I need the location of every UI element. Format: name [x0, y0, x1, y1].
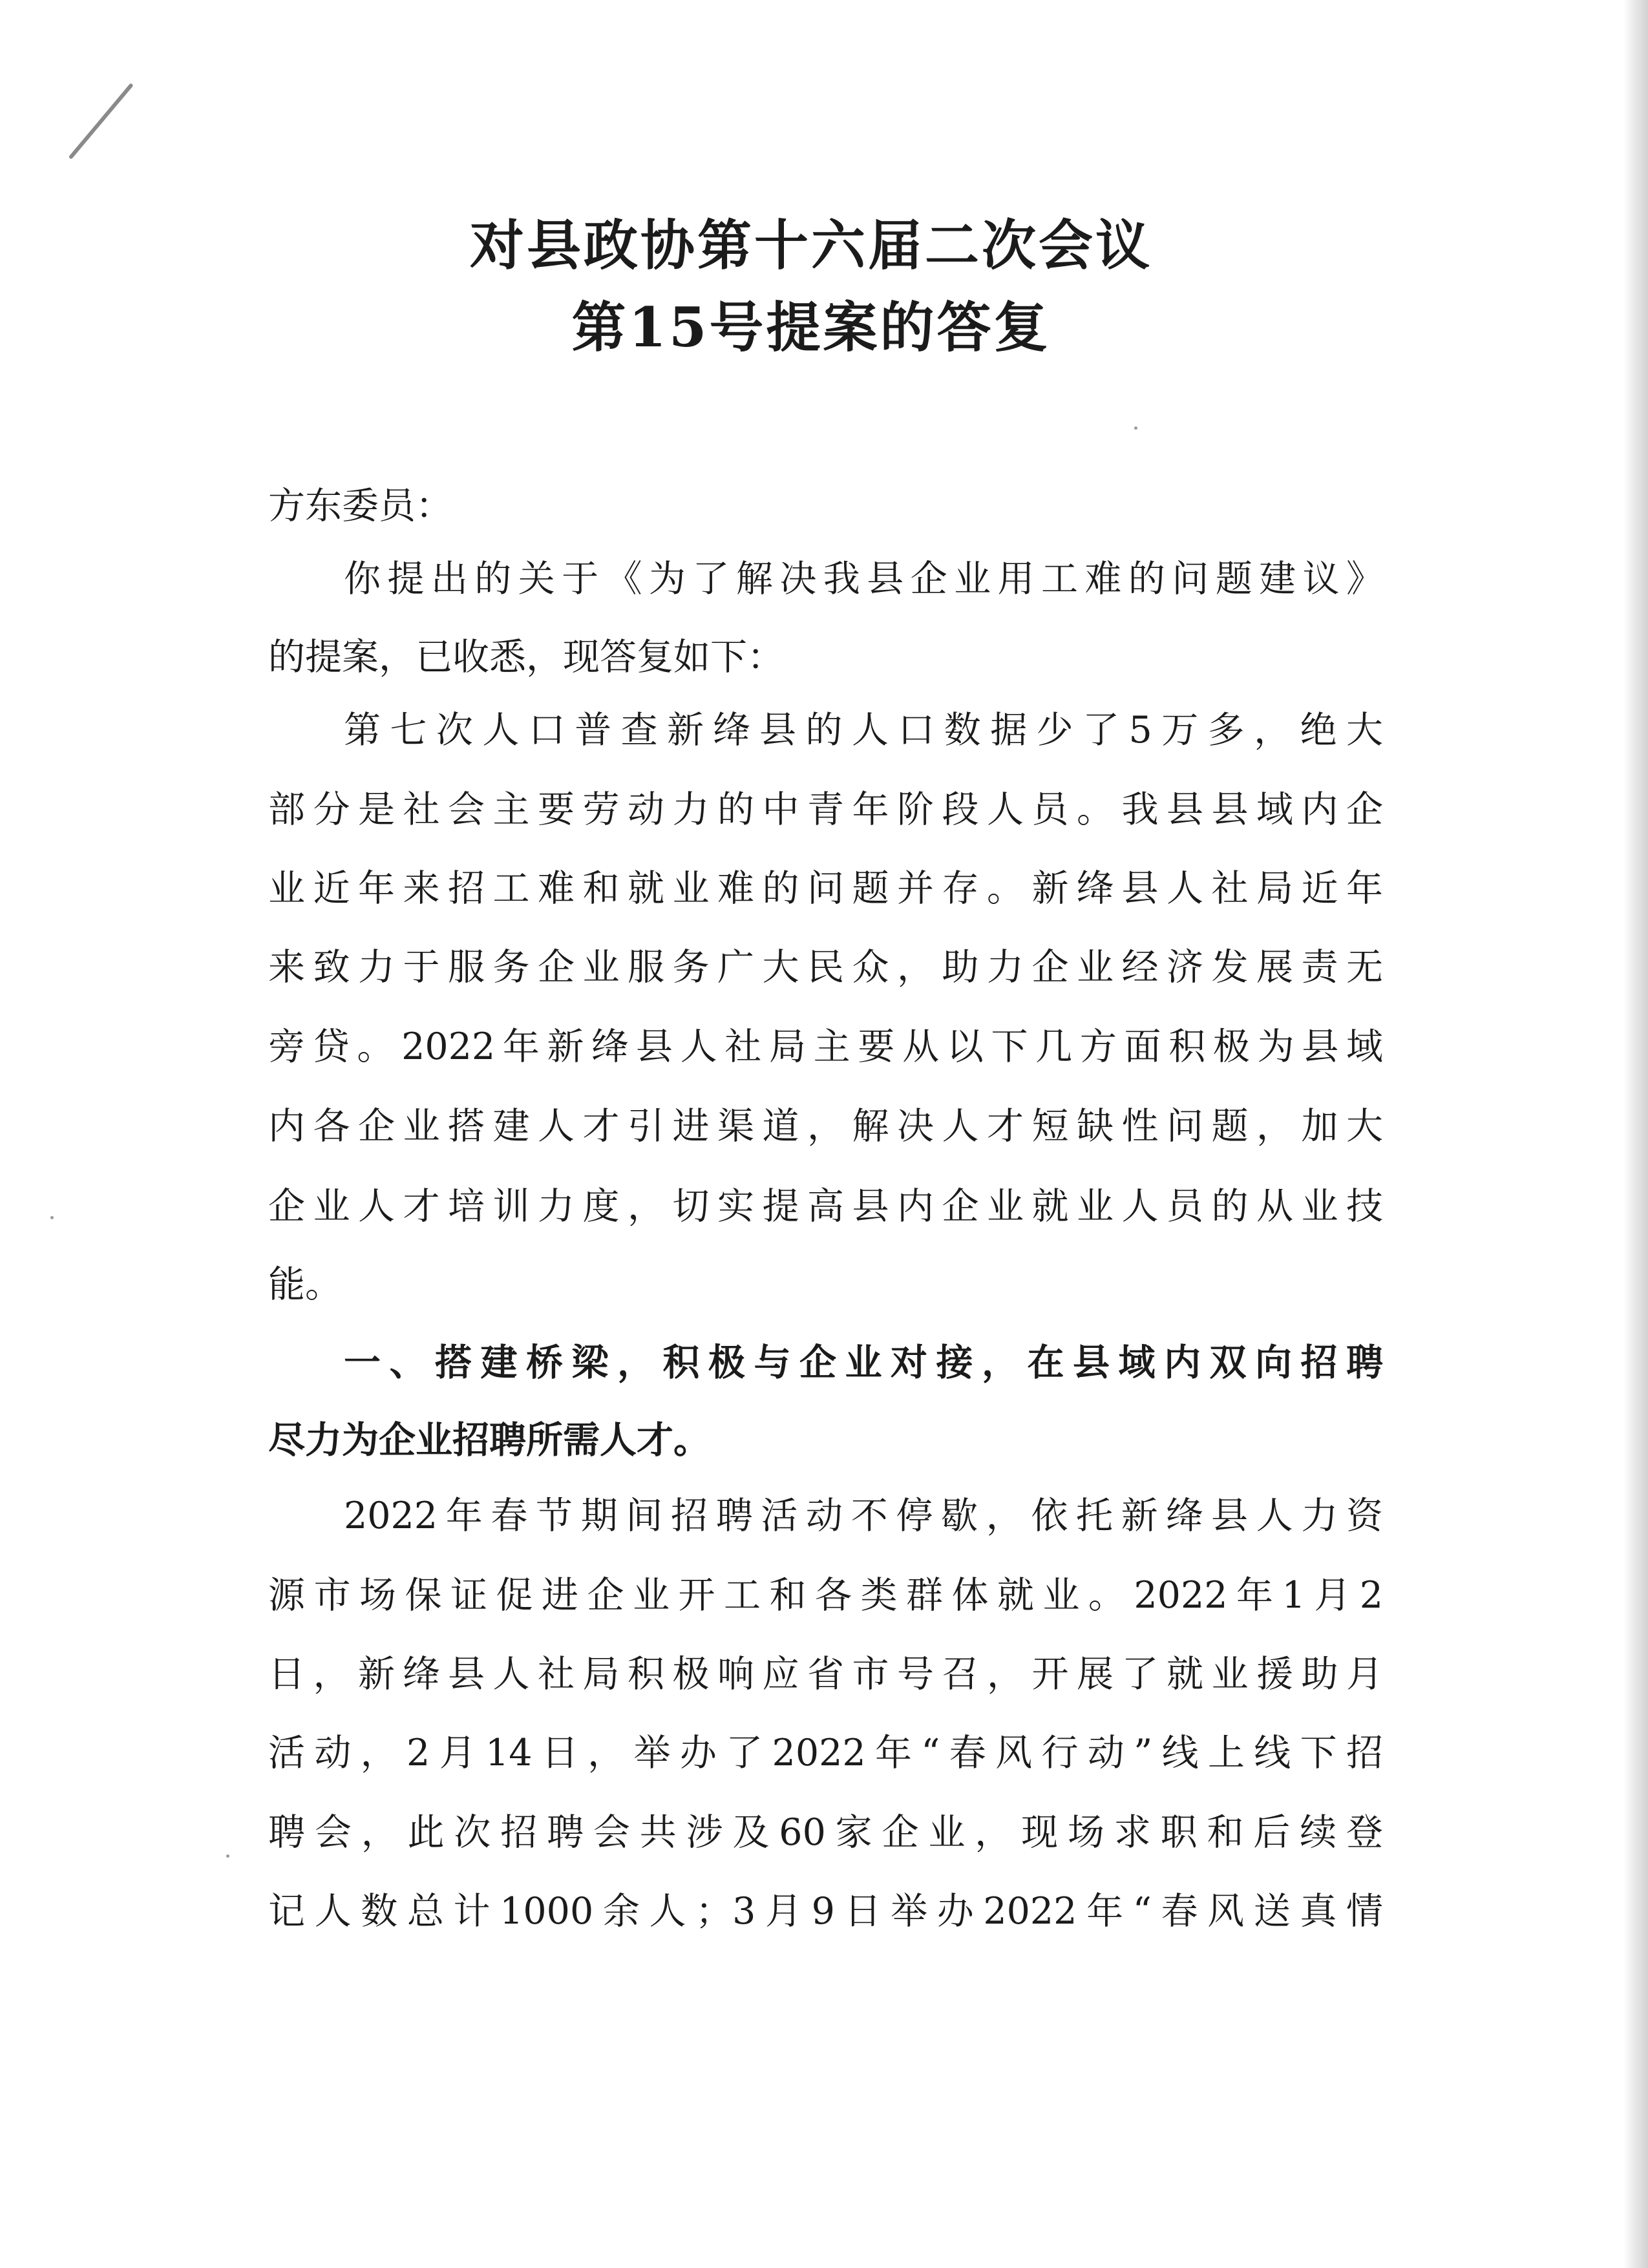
paragraph-line: 你提出的关于《为了解决我县企业用工难的问题建议》	[344, 558, 1383, 600]
paragraph-line: 部分是社会主要劳动力的中青年阶段人员。我县县域内企	[268, 788, 1383, 831]
paragraph-line: 能。	[268, 1263, 342, 1306]
salutation: 方东委员：	[268, 485, 452, 527]
scan-speck	[226, 1854, 229, 1858]
scan-edge-shadow	[1623, 0, 1648, 2268]
document-title-line-2: 第15号提案的答复	[571, 295, 1051, 359]
paragraph-line: 业近年来招工难和就业难的问题并存。新绛县人社局近年	[268, 867, 1383, 910]
paragraph-line: 第七次人口普查新绛县的人口数据少了5万多，绝大	[344, 709, 1383, 751]
section-heading-line: 一、搭建桥梁，积极与企业对接，在县域内双向招聘	[344, 1341, 1383, 1384]
section-heading-line: 尽力为企业招聘所需人才。	[268, 1418, 710, 1462]
scan-speck	[1134, 426, 1137, 430]
paragraph-line: 旁贷。2022年新绛县人社局主要从以下几方面积极为县域	[268, 1025, 1383, 1068]
paragraph-line: 日，新绛县人社局积极响应省市号召，开展了就业援助月	[268, 1653, 1383, 1696]
paragraph-line: 记人数总计1000余人；3月9日举办2022年“春风送真情	[268, 1890, 1383, 1933]
paragraph-line: 企业人才培训力度，切实提高县内企业就业人员的从业技	[268, 1185, 1383, 1228]
paragraph-line: 的提案，已收悉，现答复如下：	[268, 636, 784, 678]
scan-speck	[50, 1216, 54, 1219]
staple-mark	[69, 83, 134, 160]
paragraph-line: 活动，2月14日，举办了2022年“春风行动”线上线下招	[268, 1732, 1383, 1774]
document-title-line-1: 对县政协第十六届二次会议	[469, 213, 1152, 277]
paragraph-line: 聘会，此次招聘会共涉及60家企业，现场求职和后续登	[268, 1811, 1383, 1854]
paragraph-line: 源市场保证促进企业开工和各类群体就业。2022年1月2	[268, 1574, 1383, 1617]
paragraph-line: 来致力于服务企业服务广大民众，助力企业经济发展责无	[268, 946, 1383, 989]
paragraph-line: 2022年春节期间招聘活动不停歇，依托新绛县人力资	[344, 1495, 1383, 1537]
paragraph-line: 内各企业搭建人才引进渠道，解决人才短缺性问题，加大	[268, 1105, 1383, 1148]
